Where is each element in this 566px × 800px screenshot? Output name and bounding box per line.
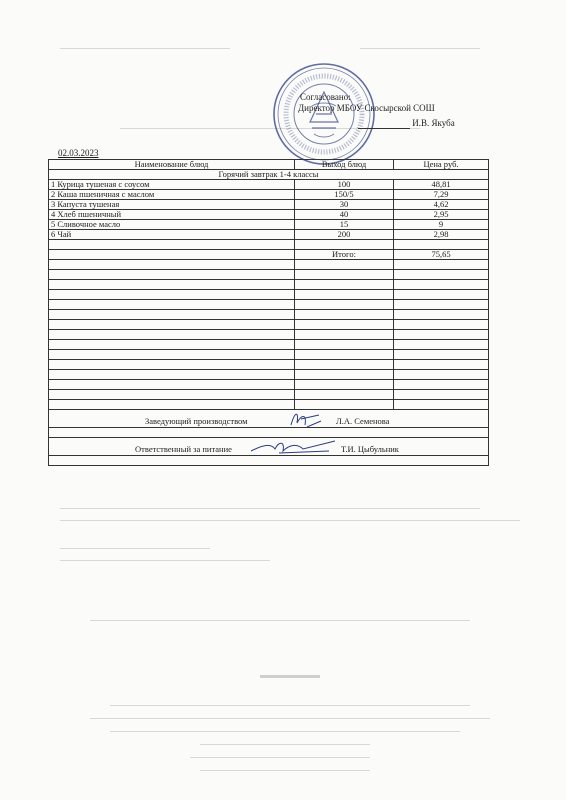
- table-row: [49, 200, 489, 210]
- table-row: [49, 230, 489, 240]
- empty-row: [49, 290, 489, 300]
- total-row: [49, 250, 489, 260]
- empty-row: [49, 370, 489, 380]
- dish-portion: 150/5: [295, 190, 394, 200]
- approval-position: Директор МБОУ Скосырской СОШ: [298, 103, 435, 113]
- empty-row: [49, 270, 489, 280]
- dish-price: 2,95: [394, 210, 489, 220]
- empty-row: [49, 380, 489, 390]
- empty-row: [49, 350, 489, 360]
- production-manager-name: Л.А. Семенова: [336, 416, 390, 426]
- production-signature-row: [49, 410, 489, 428]
- signature-line: [358, 128, 410, 129]
- empty-row: [49, 300, 489, 310]
- dish-name: 3 Капуста тушеная: [49, 200, 295, 210]
- production-signature-icon: [287, 410, 323, 428]
- total-label: Итого:: [295, 250, 394, 260]
- nutrition-signature-row: [49, 438, 489, 456]
- empty-row: [49, 310, 489, 320]
- dish-price: 2,98: [394, 230, 489, 240]
- table-row: [49, 220, 489, 230]
- menu-date: 02.03.2023: [58, 148, 99, 158]
- empty-row: [49, 340, 489, 350]
- dish-price: 4,62: [394, 200, 489, 210]
- empty-row: [49, 320, 489, 330]
- table-header-row: [49, 160, 489, 170]
- approval-block: [298, 92, 455, 129]
- table-row: [49, 180, 489, 190]
- dish-name: 6 Чай: [49, 230, 295, 240]
- nutrition-signature-icon: [249, 438, 339, 456]
- dish-name: 1 Курица тушеная с соусом: [49, 180, 295, 190]
- dish-portion: 15: [295, 220, 394, 230]
- empty-row: [49, 428, 489, 438]
- dish-price: 7,29: [394, 190, 489, 200]
- dish-name: 4 Хлеб пшеничный: [49, 210, 295, 220]
- empty-row: [49, 456, 489, 466]
- empty-row: [49, 330, 489, 340]
- dish-portion: 40: [295, 210, 394, 220]
- header-dish-name: Наименование блюд: [49, 160, 295, 170]
- dish-name: 5 Сливочное масло: [49, 220, 295, 230]
- table-row: [49, 190, 489, 200]
- empty-row: [49, 260, 489, 270]
- dish-portion: 100: [295, 180, 394, 190]
- total-value: 75,65: [394, 250, 489, 260]
- section-title: Горячий завтрак 1-4 классы: [49, 170, 489, 180]
- header-portion: Выход блюд: [295, 160, 394, 170]
- header-price: Цена руб.: [394, 160, 489, 170]
- approval-heading: Согласовано:: [300, 92, 351, 102]
- dish-portion: 30: [295, 200, 394, 210]
- approval-signatory: [298, 118, 455, 129]
- table-row: [49, 210, 489, 220]
- dish-price: 48,81: [394, 180, 489, 190]
- empty-row: [49, 240, 489, 250]
- nutrition-responsible-name: Т.И. Цыбульник: [341, 444, 399, 454]
- empty-row: [49, 280, 489, 290]
- production-manager-label: Заведующий производством: [145, 416, 248, 426]
- empty-row: [49, 400, 489, 410]
- dish-portion: 200: [295, 230, 394, 240]
- menu-table: [48, 159, 489, 466]
- empty-row: [49, 360, 489, 370]
- approval-name: И.В. Якуба: [412, 118, 455, 128]
- dish-name: 2 Каша пшеничная с маслом: [49, 190, 295, 200]
- nutrition-responsible-label: Ответственный за питание: [135, 444, 232, 454]
- empty-row: [49, 390, 489, 400]
- dish-price: 9: [394, 220, 489, 230]
- section-row: [49, 170, 489, 180]
